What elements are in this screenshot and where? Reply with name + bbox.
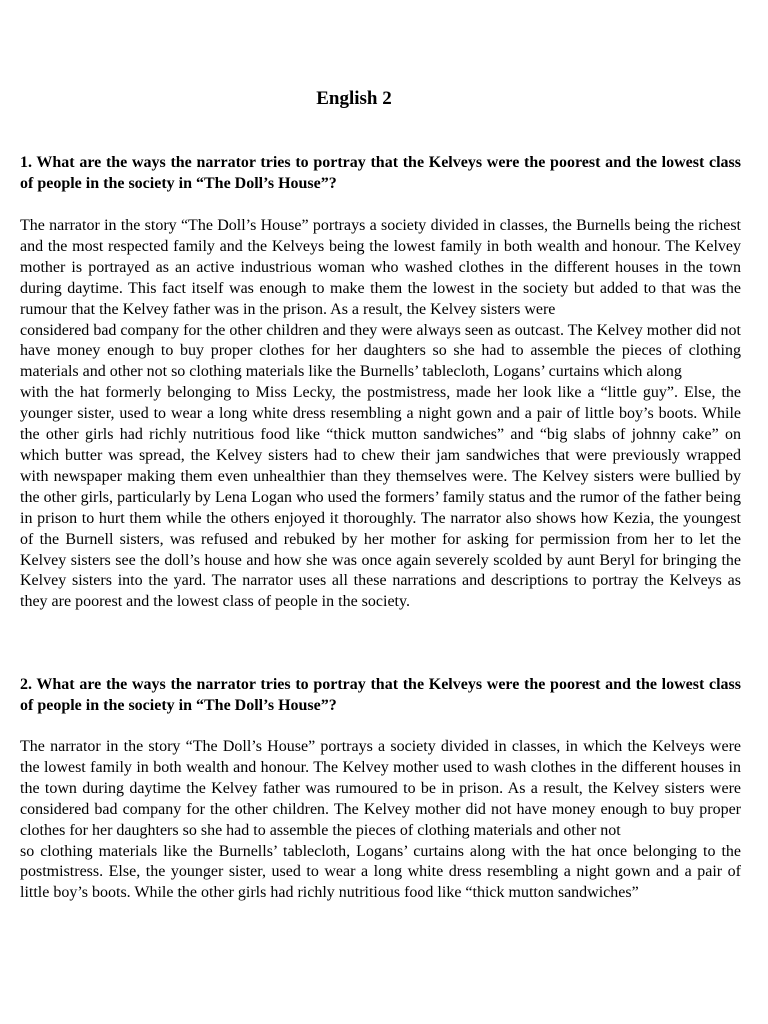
question-2: 2. What are the ways the narrator tries to portray that the Kelveys were the poorest and the lowest class of people in the society in “The Doll’s House”?	[20, 676, 741, 714]
question-1: 1. What are the ways the narrator tries to portray that the Kelveys were the poorest and the lowest class of people in the society in “The Doll’s House”?	[20, 154, 741, 192]
answer-2	[20, 737, 741, 904]
answer-1-paragraph: considered bad company for the other children and they were always seen as outcast. The Kelvey mother did not have money enough to buy proper clothes for her daughters so she had to assemble the pieces of clothing materials and other not so clothing materials like the Burnells’ tablecloth, Logans’ curtains which along	[20, 321, 741, 381]
answer-1-paragraph: with the hat formerly belonging to Miss Lecky, the postmistress, made her look like a “little guy”. Else, the younger sister, used to wear a long white dress resembling a night gown and a pair of little boy’s boots. While the other girls had richly nutritious food like “thick mutton sandwiches” and “big slabs of johnny cake” on which butter was spread, the Kelvey sisters had to chew their jam sandwiches that were previously wrapped with newspaper making them even unhealthier than they themselves were. The Kelvey sisters were bullied by the other girls, particularly by Lena Logan who used the formers’ family status and the rumor of the father being in prison to hurt them while the others enjoyed it thoroughly. The narrator also shows how Kezia, the youngest of the Burnell sisters, was refused and rebuked by her mother for asking for permission from her to let the Kelvey sisters see the doll’s house and how she was once again severely scolded by aunt Beryl for bringing the Kelvey sisters into the yard. The narrator uses all these narrations and descriptions to portray the Kelveys as they are poorest and the lowest class of people in the society.	[20, 384, 741, 611]
document-title: English 2	[316, 88, 392, 109]
answer-2-paragraph: so clothing materials like the Burnells’ tablecloth, Logans’ curtains along with the hat once belonging to the postmistress. Else, the younger sister, used to wear a long white dress resembling a night gown and a pair of little boy’s boots. While the other girls had richly nutritious food like “thick mutton sandwiches”	[20, 842, 741, 902]
answer-2-paragraph: The narrator in the story “The Doll’s House” portrays a society divided in classes, in which the Kelveys were the lowest family in both wealth and honour. The Kelvey mother used to wash clothes in the different houses in the town during daytime the Kelvey father was rumoured to be in prison. As a result, the Kelvey sisters were considered bad company for the other children. The Kelvey mother did not have money enough to buy proper clothes for her daughters so she had to assemble the pieces of clothing materials and other not	[20, 738, 741, 839]
answer-1-paragraph: The narrator in the story “The Doll’s House” portrays a society divided in classes, the Burnells being the richest and the most respected family and the Kelveys being the lowest family in both wealth and honour. The Kelvey mother is portrayed as an active industrious woman who washed clothes in the different houses in the town during daytime. This fact itself was enough to make them the lowest in the society but added to that was the rumour that the Kelvey father was in the prison. As a result, the Kelvey sisters were	[20, 217, 741, 318]
answer-1	[20, 216, 741, 613]
